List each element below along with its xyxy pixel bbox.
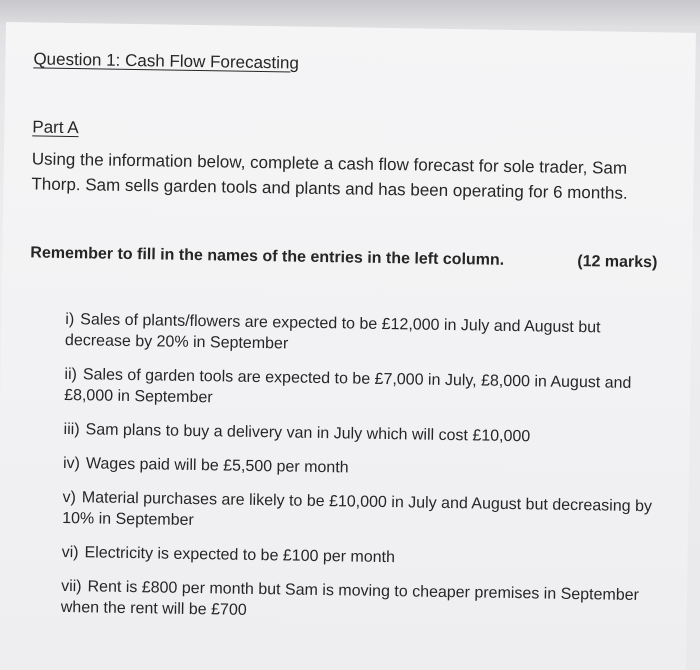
info-list — [60, 309, 655, 640]
item-text: Sales of plants/flowers are expected to be £12,000 in July and August but decrease by 20% in September — [64, 311, 601, 353]
item-number: v) — [62, 488, 76, 507]
question-title: Question 1: Cash Flow Forecasting — [33, 49, 300, 73]
list-item — [65, 309, 656, 360]
part-heading: Part A — [32, 117, 79, 138]
item-text: Wages paid will be £5,500 per month — [85, 455, 349, 477]
item-text: Sam plans to buy a delivery van in July which will cost £10,000 — [85, 421, 531, 446]
item-number: iv) — [62, 454, 81, 473]
list-item — [63, 419, 653, 449]
list-item — [63, 453, 653, 483]
intro-paragraph: Using the information below, complete a cash flow forecast for sole trader, Sam Thorp. Sam sells garden tools and plants and has been operating for 6 months. — [31, 149, 628, 203]
item-number: iii) — [63, 420, 80, 439]
page-edge-shadow — [0, 0, 700, 26]
item-text: Material purchases are likely to be £10,000 in July and August but decreasing by 10% in September — [62, 489, 653, 530]
item-text: Sales of garden tools are expected to be £7,000 in July, £8,000 in August and £8,000 in September — [64, 366, 632, 407]
item-number: vii) — [61, 577, 82, 596]
item-number: i) — [65, 310, 75, 329]
item-text: Electricity is expected to be £100 per month — [84, 544, 396, 567]
worksheet-page — [0, 22, 696, 670]
item-number: ii) — [64, 365, 78, 384]
item-number: vi) — [61, 543, 79, 562]
instruction-text: Remember to fill in the names of the entries in the left column. — [30, 244, 505, 269]
list-item — [64, 364, 655, 415]
list-item — [62, 487, 653, 538]
list-item — [61, 576, 652, 627]
marks-label: (12 marks) — [577, 253, 658, 272]
item-text: Rent is £800 per month but Sam is moving to cheaper premises in September when the rent will be £700 — [60, 578, 640, 619]
list-item — [62, 542, 652, 572]
